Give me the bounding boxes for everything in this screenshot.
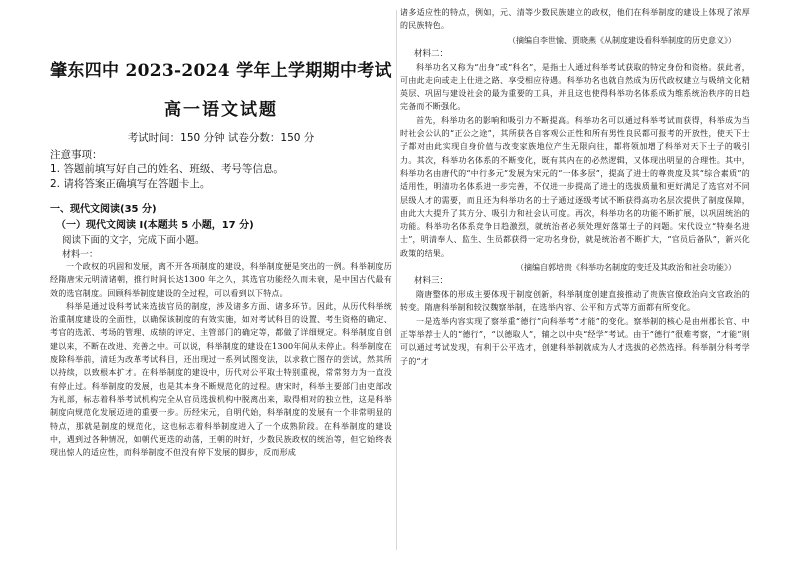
material1-paragraph-1: 一个政权的巩固和发展，离不开各项制度的建设，科举制度便是突出的一例。科举制度历经隋唐宋元明清诸朝，推行时间长达1300 年之久，其选官功能经久而未衰，是中国古代最有效的选官制度。回顾科举制度建设的全过程，可以看到以下特点。 bbox=[50, 262, 392, 298]
material1-paragraph-2: 科举是通过设科考试来选拔官员的制度，涉及诸多方面、诸多环节。因此，从历代科举统治重制度建设的全面性，以确保该制度的有效实施，如对考试科目的设置、考生资格的确定、考官的选派、考场的管理、成绩的评定、主管部门的确定等，都做了详细规定。科举制度自创建以来，不断在改进、充善之中。可以说，科举制度的建设在1300年间从未停止。科举制度在废除科举前，清廷为改革考试科目，还出现过一系列试图变法，以求救亡图存的尝试，然其所以持续，以致根本扩才。在科举制度的建设中，历代对公平取士特别重视，常常努力为一直没有停止过。科举制度的发展，也是其本身不断规范化的过程。唐宋时，科举主要部门由吏部改为礼部，标志着科举考试机构完全从官员选拔机构中脱离出来，取得相对的独立性，这是科举制度向规范化发展迈进的重要一步。历经宋元，自明代始，科举制度的发展有一个非常明显的特点，那就是制度的规范化，这也标志着科举制度进入了一个成熟阶段。在科举制度的建设中，遇到过各种情况，如朝代更迭的动荡，王朝的时好，少数民族政权的统治等，但它始终表现出惊人的适应性，而科举制度不但没有停下发展的脚步，反而形成 bbox=[50, 301, 392, 458]
subject-title: 高一语文试题 bbox=[164, 100, 278, 120]
material1-label: 材料一： bbox=[62, 250, 99, 260]
exam-info: 考试时间：150 分钟 试卷分数：150 分 bbox=[127, 132, 315, 144]
material3-label: 材料三： bbox=[414, 276, 449, 287]
material1-continuation: 诸多适应性的特点，例如，元、清等少数民族建立的政权，他们在科举制度的建设上体现了浓厚的民族特色。 bbox=[400, 8, 750, 31]
section-heading: 一、现代文阅读(35 分) bbox=[50, 204, 157, 215]
material2-source: （摘编自郭培贵《科举功名制度的变迁及其政治和社会功能》） bbox=[516, 263, 736, 273]
note-item-1: 1. 答题前填写好自己的姓名、班级、考号等信息。 bbox=[50, 163, 284, 175]
material3-paragraph-2: 一是选举内容实现了察举重“德行”向科举考“才能”的变化。察举制的核心是由州郡长官、中正等举荐士人的“德行”，“以德取人”，辅之以中央“经学”考试。由于“德行”很难考察，“才能”则可以通过考试发现，有利于公平选才，创建科举制就成为人才选拔的必然选择。科举制分科考学子的“才 bbox=[400, 316, 750, 366]
material2-label: 材料二： bbox=[414, 48, 449, 59]
left-column bbox=[50, 56, 392, 459]
material2-paragraph-2: 首先，科举功名的影响和吸引力不断提高。科举功名可以通过科举考试而获得，科举成为当时社会公认的“正公之途”，其所获各自客观公正性和所有男性良民都可报考的开放性，使天下士子都对由此实现自身价值与改变家族地位产生无限向往，都将领加增了科举对天下士子的吸引力。其次，科举功名体系的不断变化，既有其内在的必然逻辑，又体现出明显的合理性。其中，科举功名由唐代的“中行多元”发展为宋元的“一体多层”，提高了进士的尊贵度及其“综合素质”的适用性，明清功名体系进一步完善，不仅进一步提高了进士的选拔质量和更好满足了选官对不同层级人才的需要，而且还为科举功名的士子通过逐级考试不断获得高功名层次提供了制度保障，由此大大提升了其方分、吸引力和社会认可度。再次，科举功名的功能不断扩展，以巩固统治的功能。科举功名体系竞争日趋激烈，就统治者必须处理好落第士子的问题。宋代设立“特奏名进士”，明清奉人、监生、生员都获得一定功名身份，就是统治者不断扩大，“官员后备队”，新兴化政策的结果。 bbox=[400, 115, 750, 258]
material1-source: （摘编自李世愉、贾晓燕《从制度建设看科举制度的历史意义》） bbox=[508, 35, 736, 45]
sub-section-heading: （一）现代文阅读 I(本题共 5 小题，17 分) bbox=[56, 220, 254, 231]
right-column bbox=[400, 6, 750, 368]
school-title: 肇东四中 2023-2024 学年上学期期中考试 bbox=[50, 61, 392, 81]
notes-heading: 注意事项： bbox=[50, 149, 103, 161]
material3-paragraph-1: 隋唐整体的形成主要体现于制度创新，科举制度创建直接推动了贵族官僚政治向文官政治的转变。隋唐科举制和较汉魏察举制，在选举内容、公平和方式等方面都有所变化。 bbox=[400, 290, 750, 313]
reading-instruction: 阅读下面的文字，完成下面小题。 bbox=[62, 235, 205, 246]
column-divider bbox=[396, 10, 397, 550]
material2-paragraph-1: 科举功名又称为“出身”或“科名”，是指士人通过科举考试获取的特定身份和资格。获此者，可由此走向或走上仕进之路、享受相应待遇。科举功名也就自然成为历代政权建立与吸纳文化精英层、巩固与建设社会的最为重要的工具，并且这也使得科举功名体系成为维系统治秩序的日趋完备而不断强化。 bbox=[400, 62, 750, 112]
note-item-2: 2. 请将答案正确填写在答题卡上。 bbox=[50, 178, 211, 190]
